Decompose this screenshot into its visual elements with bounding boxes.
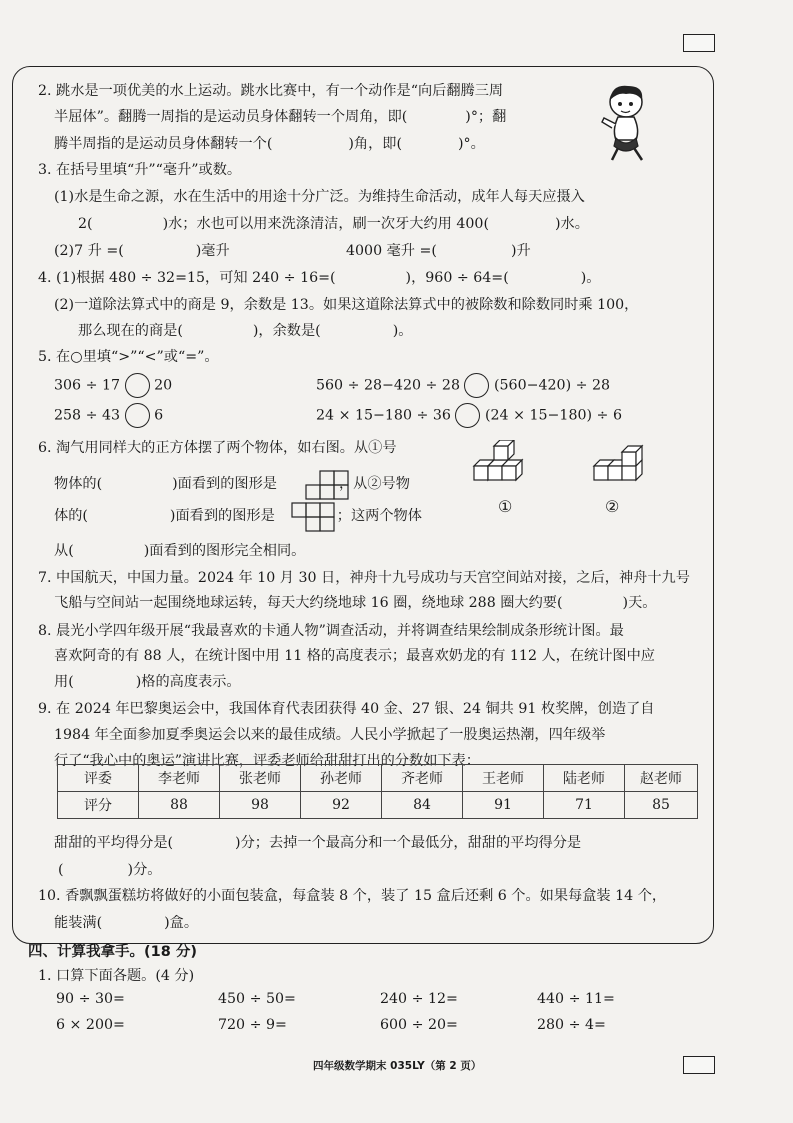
q6-line-4-b: )面看到的图形完全相同。 (143, 543, 306, 559)
q10-line-2-a: 能装满( (54, 915, 103, 931)
q7-line-2-a: 飞船与空间站一起围绕地球运转，每天大约绕地球 16 圈，绕地球 288 圈大约要( (54, 595, 563, 611)
q3-part1: (1)水是生命之源，水在生活中的用途十分广泛。为维持生命活动，成年人每天应摄入 (54, 189, 585, 205)
q2-line-2 (54, 106, 506, 126)
q4-part1-b: )，960 ÷ 64=( (405, 270, 509, 286)
calc-r2-c1: 6 × 200= (56, 1017, 125, 1033)
q8-line-3 (54, 671, 241, 691)
q5-row1-left (54, 373, 172, 398)
q5-title: 5. 在○里填“>”“<”或“=”。 (38, 349, 219, 365)
q6-line-3-a: 体的( (54, 508, 88, 524)
q7-line-2 (54, 592, 656, 612)
q4-part2: (2)一道除法算式中的商是 9，余数是 13。如果这道除法算式中的被除数和除数同时乘 100， (54, 297, 639, 313)
q4-part2-b: )，余数是( (252, 323, 321, 339)
calc-r1-c3: 240 ÷ 12= (380, 991, 458, 1007)
q6-line-2-c: ，从②号物 (338, 476, 410, 492)
q2-line-3-c: )°。 (458, 136, 485, 152)
q2-line-2-text: 半屈体”。翻腾一周指的是运动员身体翻转一个周角，即( (54, 109, 408, 125)
calc-r2-c4: 280 ÷ 4= (537, 1017, 606, 1033)
table-cell: 王老师 (463, 765, 544, 792)
table-cell: 陆老师 (544, 765, 625, 792)
q9-line-4-b: )分；去掉一个最高分和一个最低分，甜甜的平均得分是 (235, 835, 582, 851)
q5-val-3: 6 (154, 407, 164, 424)
q3-part2-b: )毫升 (195, 243, 230, 259)
compare-circle-3[interactable] (125, 403, 150, 428)
q3-part2-left (54, 240, 230, 260)
calc-r1-c4: 440 ÷ 11= (537, 991, 615, 1007)
calc-r1-c1: 90 ÷ 30= (56, 991, 125, 1007)
q3-part1-c: )水。 (554, 216, 589, 232)
q3-part1-fill (78, 213, 589, 233)
table-cell: 88 (139, 792, 220, 819)
table-cell: 孙老师 (301, 765, 382, 792)
q9-line-1: 9. 在 2024 年巴黎奥运会中，我国体育代表团获得 40 金、27 银、24 铜共 91 枚奖牌，创造了自 (38, 701, 655, 717)
q6-line-1: 6. 淘气用同样大的正方体摆了两个物体，如右图。从①号 (38, 440, 397, 456)
table-cell: 评分 (58, 792, 139, 819)
q8-line-2: 喜欢阿奇的有 88 人，在统计图中用 11 格的高度表示；最喜欢奶龙的有 112 人，在统计图中应 (54, 648, 655, 664)
compare-circle-4[interactable] (455, 403, 480, 428)
q3-part1-b: )水；水也可以用来洗涤清洁，刷一次牙大约用 400( (162, 216, 489, 232)
q4-part2-c: )。 (392, 323, 413, 339)
q5-row2-left (54, 403, 163, 428)
table-cell: 71 (544, 792, 625, 819)
q5-expr-1: 306 ÷ 17 (54, 377, 121, 394)
table-row-scores (58, 792, 698, 819)
q9-line-3: 行了“我心中的奥运”演讲比赛，评委老师给甜甜打出的分数如下表： (54, 753, 480, 769)
table-cell: 84 (382, 792, 463, 819)
q2-line-1: 2. 跳水是一项优美的水上运动。跳水比赛中，有一个动作是“向后翻腾三周 (38, 83, 504, 99)
q3-part2-right (346, 240, 531, 260)
q9-line-4 (54, 832, 581, 852)
q6-line-3-c: ；这两个物体 (336, 508, 422, 524)
q9-line-4-a: 甜甜的平均得分是( (54, 835, 174, 851)
q9-line-5-b: )分。 (127, 862, 162, 878)
q8-line-3-b: )格的高度表示。 (135, 674, 241, 690)
bottom-right-box (683, 1056, 715, 1074)
table-cell: 98 (220, 792, 301, 819)
cube-object-1 (470, 440, 542, 490)
table-cell: 张老师 (220, 765, 301, 792)
q4-part1 (38, 267, 600, 287)
q9-line-5 (58, 859, 161, 879)
table-row-judges (58, 765, 698, 792)
q3-part1-a: 2( (78, 216, 93, 232)
object-label-2: ② (605, 497, 620, 516)
q5-expr-3: 258 ÷ 43 (54, 407, 121, 424)
q2-line-2-tail: )°；翻 (465, 109, 507, 125)
q6-line-4 (54, 540, 305, 560)
q2-line-3 (54, 133, 485, 153)
q6-line-3-b: )面看到的图形是 (169, 508, 275, 524)
compare-circle-1[interactable] (125, 373, 150, 398)
view-shape-1 (305, 470, 363, 500)
diver-boy-illustration (598, 82, 656, 164)
calc-r2-c2: 720 ÷ 9= (218, 1017, 287, 1033)
q2-line-3-b: )角，即( (348, 136, 402, 152)
page-footer: 四年级数学期末 035LY（第 2 页） (313, 1060, 482, 1072)
table-cell: 92 (301, 792, 382, 819)
section-4-heading: 四、计算我拿手。(18 分) (28, 944, 197, 960)
object-label-1: ① (498, 497, 513, 516)
compare-circle-2[interactable] (464, 373, 489, 398)
q5-row1-right (316, 373, 610, 398)
q9-line-5-a: ( (58, 862, 64, 878)
score-table (57, 764, 698, 819)
q6-line-2-b: )面看到的图形是 (172, 476, 277, 492)
q5-val-2: (560−420) ÷ 28 (494, 377, 611, 394)
top-right-box (683, 34, 715, 52)
table-cell: 赵老师 (625, 765, 698, 792)
q6-line-3 (54, 505, 422, 525)
q4-part1-a: 4. (1)根据 480 ÷ 32=15，可知 240 ÷ 16=( (38, 270, 336, 286)
q5-expr-4: 24 × 15−180 ÷ 36 (316, 407, 451, 424)
q5-row2-right (316, 403, 622, 428)
table-cell: 91 (463, 792, 544, 819)
q9-line-2: 1984 年全面参加夏季奥运会以来的最佳成绩。人民小学掀起了一股奥运热潮，四年级举 (54, 727, 606, 743)
q5-expr-2: 560 ÷ 28−420 ÷ 28 (316, 377, 460, 394)
q10-line-2-b: )盒。 (164, 915, 199, 931)
table-cell: 85 (625, 792, 698, 819)
q4-part2-fill (78, 320, 412, 340)
q2-line-3-a: 腾半周指的是运动员身体翻转一个( (54, 136, 273, 152)
q8-line-1: 8. 晨光小学四年级开展“我最喜欢的卡通人物”调查活动，并将调查结果绘制成条形统计图。最 (38, 623, 624, 639)
q10-line-2 (54, 912, 198, 932)
q3-part2-d: )升 (510, 243, 531, 259)
q7-line-2-b: )天。 (622, 595, 657, 611)
table-cell: 李老师 (139, 765, 220, 792)
q10-line-1: 10. 香飘飘蛋糕坊将做好的小面包装盒，每盒装 8 个，装了 15 盒后还剩 6 个。如果每盒装 14 个， (38, 888, 667, 904)
calc-r1-c2: 450 ÷ 50= (218, 991, 296, 1007)
table-cell: 齐老师 (382, 765, 463, 792)
q8-line-3-a: 用( (54, 674, 74, 690)
q6-line-2-a: 物体的( (54, 476, 103, 492)
view-shape-2 (291, 502, 349, 532)
section-4-sub: 1. 口算下面各题。(4 分) (38, 968, 195, 984)
cube-object-2 (590, 440, 662, 490)
q4-part2-a: 那么现在的商是( (78, 323, 183, 339)
q7-line-1: 7. 中国航天，中国力量。2024 年 10 月 30 日，神舟十九号成功与天宫空间站对接，之后，神舟十九号 (38, 570, 690, 586)
table-cell: 评委 (58, 765, 139, 792)
q5-val-1: 20 (154, 377, 173, 394)
q5-val-4: (24 × 15−180) ÷ 6 (484, 407, 622, 424)
q3-part2-c: 4000 毫升 =( (346, 243, 437, 259)
q4-part1-c: )。 (580, 270, 601, 286)
q3-title: 3. 在括号里填“升”“毫升”或数。 (38, 162, 242, 178)
calc-r2-c3: 600 ÷ 20= (380, 1017, 458, 1033)
q6-line-4-a: 从( (54, 543, 74, 559)
q3-part2-a: (2)7 升 =( (54, 243, 124, 259)
